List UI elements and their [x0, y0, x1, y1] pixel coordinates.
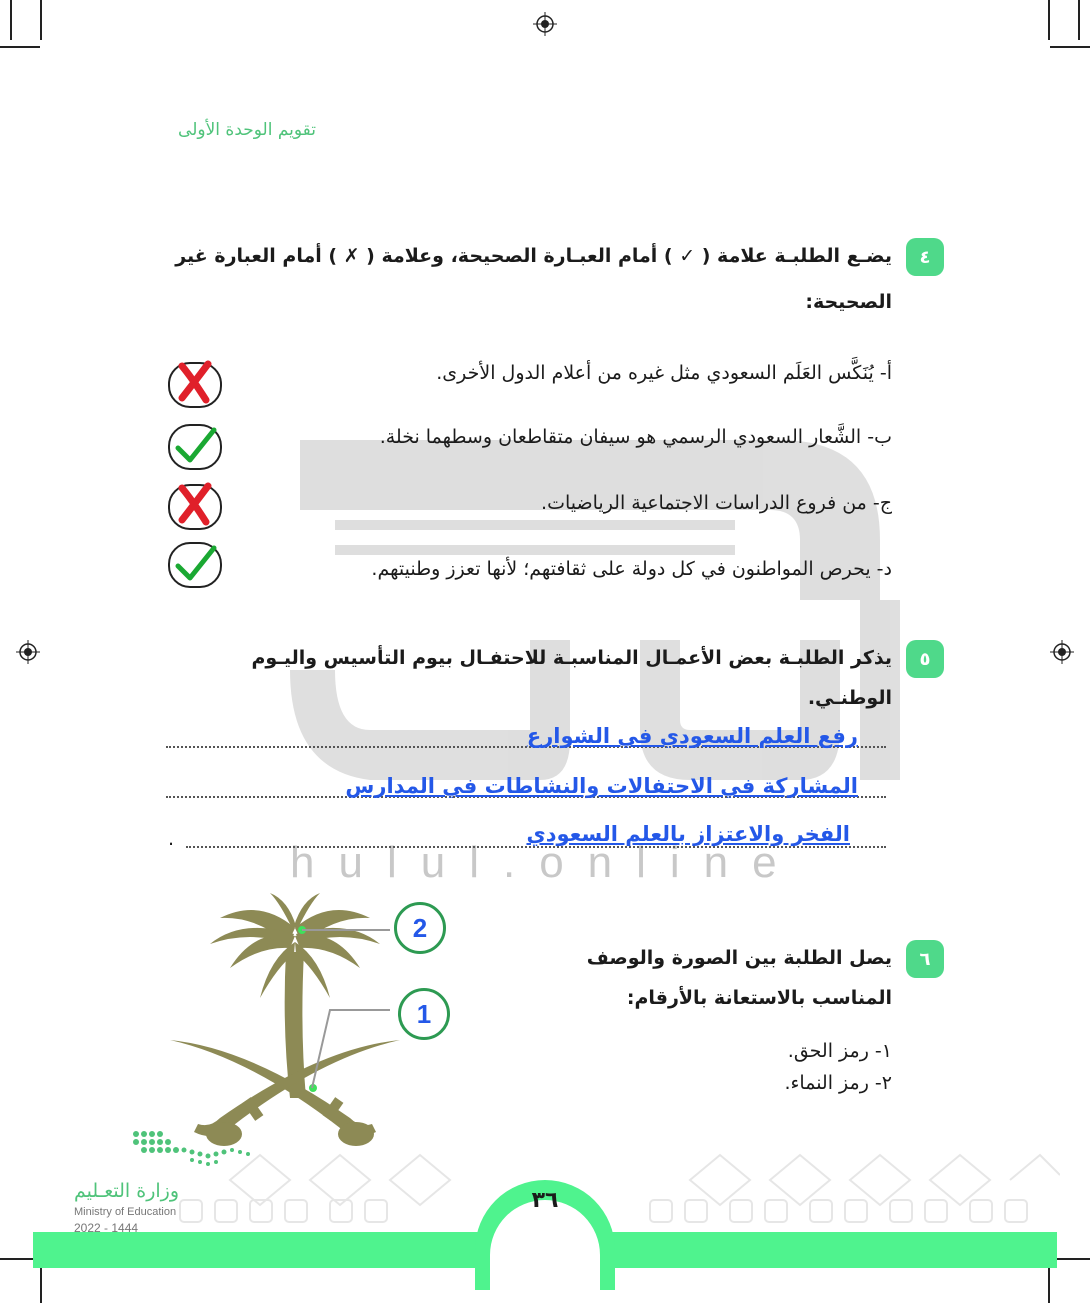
watermark-text: hulul.online — [290, 838, 801, 887]
question-6-text-line2: المناسب بالاستعانة بالأرقام: — [626, 987, 892, 1009]
q4-item-d: د- يحرص المواطنون في كل دولة على ثقافتهم؛ لأنها تعزز وطنيتهم. — [371, 558, 892, 580]
q4-item-a: أ- يُنَكَّس العَلَم السعودي مثل غيره من أعلام الدول الأخرى. — [436, 362, 892, 384]
page-number: ٣٦ — [531, 1188, 559, 1213]
answer-box-b[interactable] — [168, 424, 222, 470]
connector-lines — [290, 900, 400, 1100]
crop-mark — [1048, 0, 1050, 40]
answer-box-a[interactable] — [168, 362, 222, 408]
ministry-name-english: Ministry of Education — [74, 1206, 177, 1218]
crop-mark — [40, 1265, 42, 1303]
answer-text-2[interactable]: المشاركة في الاحتفالات والنشاطات في المدارس — [345, 774, 858, 798]
question-5-text-line2: الوطنـي. — [807, 687, 892, 709]
crop-mark — [1048, 1265, 1050, 1303]
question-4-text-line2: الصحيحة: — [805, 291, 892, 313]
crop-mark — [40, 0, 42, 40]
crop-mark — [1050, 46, 1090, 48]
answer-text-3[interactable]: الفخر والاعتزاز بالعلم السعودي — [526, 822, 850, 846]
question-6-text-line1: يصل الطلبة بين الصورة والوصف — [586, 947, 892, 969]
question-5-number: ٥ — [906, 640, 944, 678]
ministry-name-arabic: وزارة التعـليم — [74, 1180, 180, 1202]
ministry-logo-icon — [130, 1128, 260, 1174]
question-4-number: ٤ — [906, 238, 944, 276]
registration-mark-icon — [1050, 640, 1074, 664]
end-period: . — [168, 828, 175, 850]
registration-mark-icon — [16, 640, 40, 664]
label-circle-2: 2 — [394, 902, 446, 954]
answer-box-d[interactable] — [168, 542, 222, 588]
question-5-text-line1: يذكر الطلبـة بعض الأعمـال المناسبـة للاحتفـال بيوم التأسيس واليـوم — [251, 647, 892, 669]
cross-icon — [170, 360, 220, 404]
answer-line-3 — [186, 846, 886, 848]
crop-mark — [1078, 0, 1080, 40]
q6-item-1: ١- رمز الحق. — [787, 1040, 892, 1062]
q4-item-b: ب- الشَّعار السعودي الرسمي هو سيفان متقاطعان وسطهما نخلة. — [379, 426, 892, 448]
q6-item-2: ٢- رمز النماء. — [784, 1072, 892, 1094]
page-header-title: تقويم الوحدة الأولى — [178, 120, 316, 140]
cross-icon — [170, 482, 220, 526]
registration-mark-icon — [533, 12, 557, 36]
answer-text-1[interactable]: رفع العلم السعودي في الشوارع — [526, 724, 858, 748]
edition-year: 2022 - 1444 — [74, 1221, 139, 1235]
question-4-text-line1: يضـع الطلبـة علامة ( ✓ ) أمام العبـارة الصحيحة، وعلامة ( ✗ ) أمام العبارة غير — [175, 245, 892, 267]
crop-mark — [0, 46, 40, 48]
label-circle-1: 1 — [398, 988, 450, 1040]
q4-item-c: ج- من فروع الدراسات الاجتماعية الرياضيات. — [541, 492, 892, 514]
check-icon — [170, 426, 220, 468]
question-6-number: ٦ — [906, 940, 944, 978]
check-icon — [170, 544, 220, 586]
answer-box-c[interactable] — [168, 484, 222, 530]
crop-mark — [10, 0, 12, 40]
